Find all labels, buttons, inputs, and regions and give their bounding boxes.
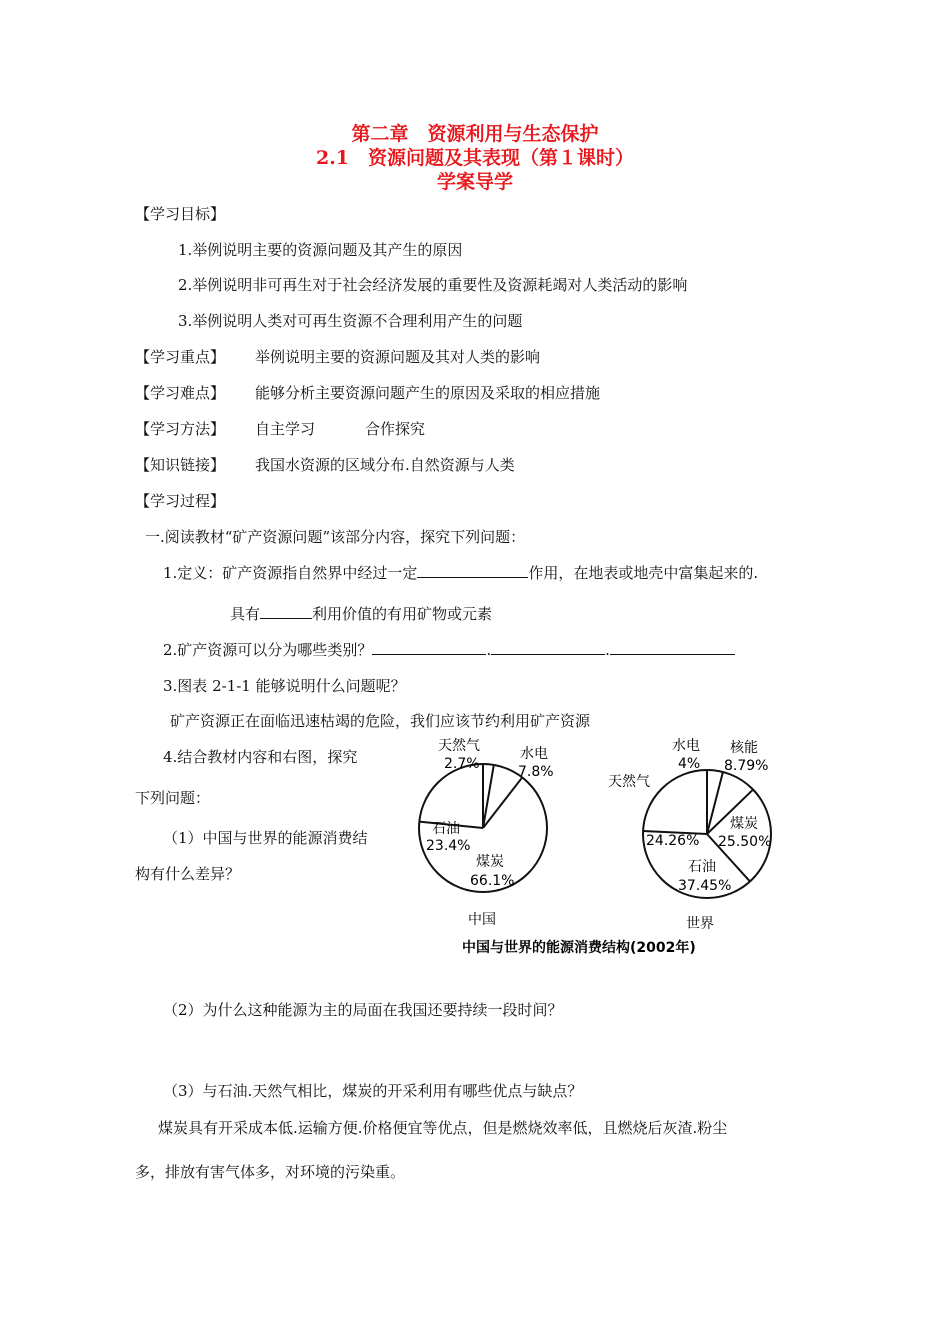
china-slice-2-boundary	[483, 777, 522, 828]
china-gas-value: 2.7%	[444, 756, 480, 772]
world-hydro-value: 4%	[678, 756, 701, 772]
objectives-label: 【学习目标】	[135, 205, 226, 223]
q2-sep-1: .	[486, 641, 492, 659]
china-coal-value: 66.1%	[470, 873, 515, 889]
q2-blank-3[interactable]	[610, 640, 735, 655]
links-text: 我国水资源的区域分布.自然资源与人类	[255, 456, 515, 474]
sub3-answer-b: 多，排放有害气体多，对环境的污染重。	[135, 1163, 406, 1181]
key-points-text: 举例说明主要的资源问题及其对人类的影响	[255, 348, 541, 366]
process-label: 【学习过程】	[135, 492, 226, 510]
q1-line	[163, 563, 758, 583]
china-coal-label: 煤炭	[476, 854, 504, 870]
world-oil-label: 石油	[688, 859, 716, 875]
energy-pie-figure	[400, 728, 790, 968]
china-oil-value: 23.4%	[426, 838, 471, 854]
objective-3: 3.举例说明人类对可再生资源不合理利用产生的问题	[178, 312, 523, 330]
methods-text-2: 合作探究	[365, 420, 426, 438]
china-gas-label: 天然气	[438, 738, 480, 754]
q1-text-c: 具有	[230, 605, 261, 623]
methods-label: 【学习方法】	[135, 420, 226, 438]
q1-blank-1[interactable]	[417, 563, 528, 578]
difficulties-label: 【学习难点】	[135, 384, 226, 402]
sub1-text-b: 构有什么差异？	[135, 865, 241, 883]
china-pie-name: 中国	[468, 912, 496, 928]
world-pie-name: 世界	[686, 916, 714, 932]
q1-text-d: 利用价值的有用矿物或元素	[312, 605, 493, 623]
key-points-label: 【学习重点】	[135, 348, 226, 366]
world-gas-label: 天然气	[608, 774, 650, 790]
world-hydro-label: 水电	[672, 738, 700, 754]
objective-2: 2.举例说明非可再生对于社会经济发展的重要性及资源耗竭对人类活动的影响	[178, 276, 688, 294]
q2-text: 2.矿产资源可以分为哪些类别？	[163, 641, 373, 659]
q2-blank-2[interactable]	[491, 640, 605, 655]
sub2-text: （2）为什么这种能源为主的局面在我国还要持续一段时间？	[163, 1001, 563, 1019]
q2-line	[163, 640, 735, 660]
china-hydro-label: 水电	[520, 746, 548, 762]
q4-text-b: 下列问题：	[135, 789, 211, 807]
q2-sep-2: .	[605, 641, 610, 659]
q3-answer: 矿产资源正在面临迅速枯竭的危险，我们应该节约利用矿产资源	[170, 712, 591, 730]
world-oil-value: 37.45%	[678, 878, 732, 894]
objective-1: 1.举例说明主要的资源问题及其产生的原因	[178, 241, 463, 259]
sub1-text-a: （1）中国与世界的能源消费结	[163, 829, 368, 847]
section1-intro: 一.阅读教材“矿产资源问题”该部分内容，探究下列问题：	[145, 528, 526, 546]
q1-line-2	[230, 604, 492, 624]
difficulties-text: 能够分析主要资源问题产生的原因及采取的相应措施	[255, 384, 601, 402]
sub3-text: （3）与石油.天然气相比，煤炭的开采利用有哪些优点与缺点？	[163, 1082, 583, 1100]
world-nuclear-label: 核能	[730, 740, 758, 756]
chapter-title: 第二章 资源利用与生态保护	[351, 123, 599, 145]
q2-blank-1[interactable]	[372, 640, 486, 655]
section-title: 2.1 资源问题及其表现（第１课时）	[315, 147, 635, 169]
q1-blank-2[interactable]	[260, 604, 312, 619]
sub3-answer-a: 煤炭具有开采成本低.运输方便.价格便宜等优点，但是燃烧效率低，且燃烧后灰渣.粉尘	[158, 1119, 728, 1137]
q4-text-a: 4.结合教材内容和右图，探究	[163, 748, 358, 766]
world-gas-value: 24.26%	[646, 833, 700, 849]
chart-title: 中国与世界的能源消费结构(2002年)	[462, 940, 696, 956]
methods-text-1: 自主学习	[255, 420, 316, 438]
q3-text: 3.图表 2-1-1 能够说明什么问题呢？	[163, 677, 406, 695]
world-coal-value: 25.50%	[718, 834, 772, 850]
china-oil-label: 石油	[432, 821, 460, 837]
q1-text-b: 作用，在地表或地壳中富集起来的.	[528, 564, 759, 582]
q1-text-a: 1.定义：矿产资源指自然界中经过一定	[163, 564, 418, 582]
china-slice-1-boundary	[483, 765, 494, 828]
world-slice-1-boundary	[707, 772, 723, 834]
world-nuclear-value: 8.79%	[724, 758, 769, 774]
doc-subtitle: 学案导学	[436, 171, 513, 193]
world-coal-label: 煤炭	[730, 816, 758, 832]
links-label: 【知识链接】	[135, 456, 226, 474]
china-hydro-value: 7.8%	[518, 764, 554, 780]
